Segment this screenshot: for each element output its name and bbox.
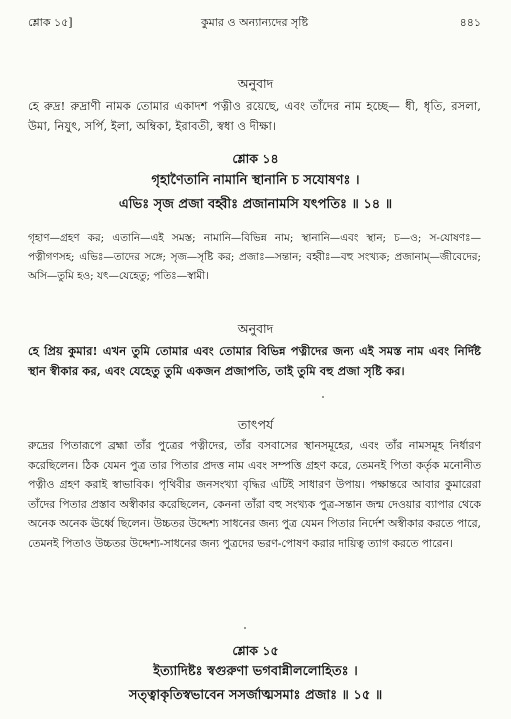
verse-14-heading: শ্লোক ১৪ bbox=[232, 151, 279, 166]
print-speck bbox=[244, 627, 246, 629]
translation-heading-2: অনুবাদ bbox=[237, 321, 274, 336]
purport-heading: তাৎপর্য bbox=[237, 417, 274, 432]
running-header bbox=[28, 14, 481, 32]
header-chapter-title: কুমার ও অন্যান্যদের সৃষ্টি bbox=[200, 16, 309, 29]
verse-15-heading: শ্লোক ১৫ bbox=[232, 643, 279, 658]
page-number: ৪৪১ bbox=[459, 16, 481, 29]
verse-14-line-2: এভিঃ সৃজ প্রজা বহ্বীঃ প্রজানামসি যৎপতিঃ ॥ ১৪ ॥ bbox=[118, 197, 393, 212]
synonyms-text: গৃহাণ—গ্রহণ কর; এতানি—এই সমস্ত; নামানি—বিভিন্ন নাম; স্থানানি—এবং স্থান; চ—ও; স-যোষণঃ—পত্নীগণসহ; এভিঃ—তাদের সঙ্গে; সৃজ—সৃষ্টি কর; প্রজাঃ—সন্তান; বহ্বীঃ—বহু সংখ্যক; প্রজানাম্—জীবেদের; অসি—তুমি হও; যৎ—যেহেতু; পতিঃ—স্বামী। bbox=[28, 232, 481, 282]
verse-14-line-1: গৃহাণৈতানি নামানি স্থানানি চ সযোষণঃ । bbox=[151, 173, 360, 188]
purport-text: রুদ্রের পিতারূপে ব্রহ্মা তাঁর পুত্রের পত্নীদের, তাঁর বসবাসের স্থানসমূহের, এবং তাঁর নামসমূহ নির্ধারণ করেছিলেন। ঠিক যেমন পুত্র তার পিতার প্রদত্ত নাম এবং সম্পত্তি গ্রহণ করে, তেমনই পিতা কর্তৃক মনোনীত পত্নীও গ্রহণ করাই স্বাভাবিক। পৃথিবীর জনসংখ্যা বৃদ্ধির এটিই সাধারণ উপায়। পক্ষান্তরে আবার কুমারেরা তাঁদের পিতার প্রস্তাব অস্বীকার করেছিলেন, কেননা তাঁরা বহু সংখ্যক পুত্র-সন্তান জন্ম দেওয়ার ব্যাপার থেকে অনেক অনেক ঊর্ধ্বে ছিলেন। উচ্চতর উদ্দেশ্য সাধনের জন্য পুত্র যেমন পিতার নির্দেশ অস্বীকার করতে পারে, তেমনই পিতাও উচ্চতর উদ্দেশ্য-সাধনের জন্য পুত্রদের ভরণ-পোষণ করার দায়িত্ব ত্যাগ করতে পারেন। bbox=[28, 439, 481, 550]
header-verse-ref: শ্লোক ১৫] bbox=[28, 16, 73, 29]
verse-15-line-1: ইত্যাদিষ্টঃ স্বগুরুণা ভগবান্নীললোহিতঃ । bbox=[153, 664, 358, 679]
translation-heading-1: অনুবাদ bbox=[237, 76, 274, 91]
translation-text-2: হে প্রিয় কুমার! এখন তুমি তোমার এবং তোমার বিভিন্ন পত্নীদের জন্য এই সমস্ত নাম এবং নির্দিষ্ট স্থান স্বীকার কর, এবং যেহেতু তুমি একজন প্রজাপতি, তাই তুমি বহু প্রজা সৃষ্টি কর। bbox=[28, 344, 481, 378]
print-speck bbox=[322, 396, 324, 398]
translation-text-1: হে রুদ্র! রুদ্রাণী নামক তোমার একাদশ পত্নীও রয়েছে, এবং তাঁদের নাম হচ্ছে— ধী, ধৃতি, রসলা, উমা, নিযুৎ, সর্পি, ইলা, অম্বিকা, ইরাবতী, স্বধা ও দীক্ষা। bbox=[28, 99, 481, 133]
verse-15-line-2: সত্ত্বাকৃতিস্বভাবেন সসর্জাত্মসমাঃ প্রজাঃ ॥ ১৫ ॥ bbox=[128, 688, 383, 703]
